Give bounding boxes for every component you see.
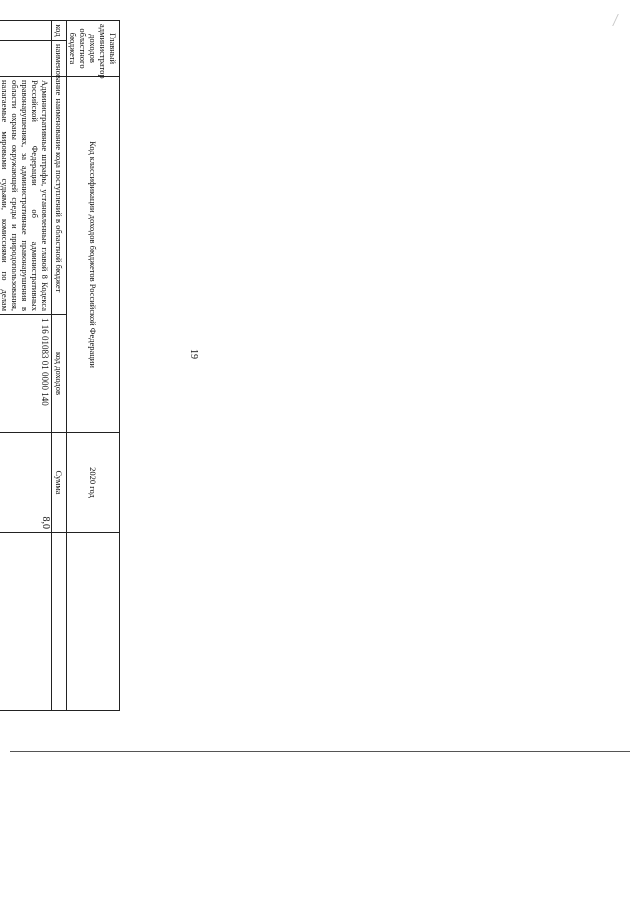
cell-description: Административные штрафы, установленные главой 8 Кодекса Российской Федерации об административных правонарушениях, за административные правонарушения в области охраны окружающей среды и природопользования, налагаемые мировыми судьями, комиссиями по делам	[0, 77, 52, 315]
cell-income-code: 1 16 01083 01 0000 140	[0, 315, 52, 433]
cell-name	[0, 41, 52, 77]
table-row	[0, 21, 52, 711]
header-year: 2020 год	[67, 433, 120, 533]
cell-code	[0, 21, 52, 41]
col-sum: Сумма	[52, 433, 67, 533]
page-number: 19	[188, 349, 199, 359]
header-empty	[67, 533, 120, 711]
divider-line	[10, 751, 630, 752]
col-income-name: наименование кода поступлений в областной бюджет	[52, 77, 67, 315]
cell-sum: 8,0	[0, 433, 52, 533]
col-empty	[52, 533, 67, 711]
header-admin: Главный администратор доходов областного бюджета	[67, 21, 120, 77]
col-code: код	[52, 21, 67, 41]
col-income-code: код доходов	[52, 315, 67, 433]
header-classification: Код классификации доходов бюджетов Российской Федерации	[67, 77, 120, 433]
budget-table	[0, 20, 120, 711]
col-name: наименование	[52, 41, 67, 77]
table-container	[0, 20, 120, 710]
corner-mark	[612, 14, 625, 26]
cell-empty	[0, 533, 52, 711]
